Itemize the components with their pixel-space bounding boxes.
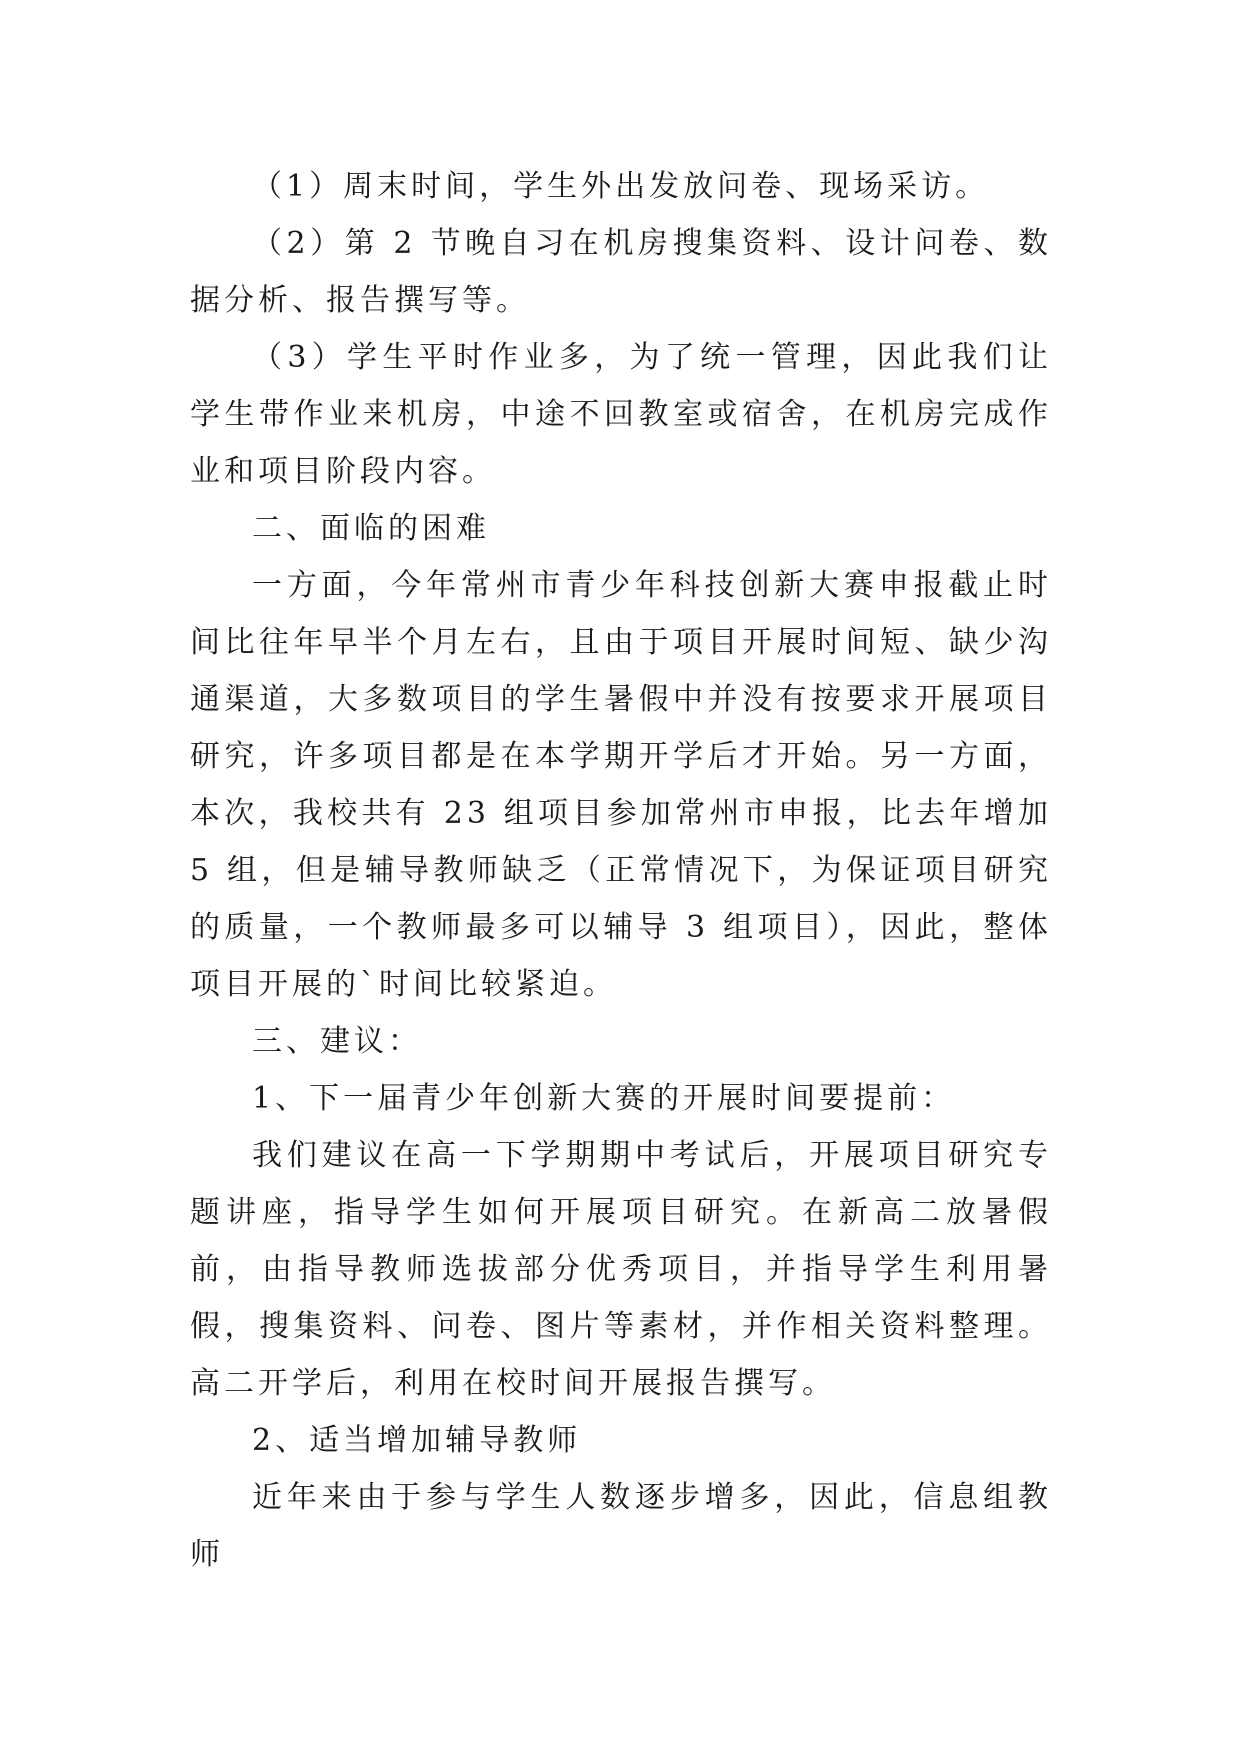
section-heading-suggestions: 三、建议： xyxy=(252,1024,422,1059)
document-body xyxy=(190,158,1052,1583)
paragraph-homework-management: （3）学生平时作业多，为了统一管理，因此我们让学生带作业来机房，中途不回教室或宿舍，在机房完成作业和项目阶段内容。 xyxy=(190,340,1052,489)
paragraph-advance-schedule: 我们建议在高一下学期期中考试后，开展项目研究专题讲座，指导学生如何开展项目研究。在新高二放暑假前，由指导教师选拔部分优秀项目，并指导学生利用暑假，搜集资料、问卷、图片等素材，并作相关资料整理。高二开学后，利用在校时间开展报告撰写。 xyxy=(190,1138,1052,1401)
subheading-advance-schedule: 1、下一届青少年创新大赛的开展时间要提前： xyxy=(252,1081,956,1116)
paragraph-difficulties: 一方面，今年常州市青少年科技创新大赛申报截止时间比往年早半个月左右，且由于项目开展时间短、缺少沟通渠道，大多数项目的学生暑假中并没有按要求开展项目研究，许多项目都是在本学期开学后才开始。另一方面，本次，我校共有 23 组项目参加常州市申报，比去年增加 5 组，但是辅导教师缺乏（正常情况下，为保证项目研究的质量，一个教师最多可以辅导 3 组项目），因此，整体项目开展的`时间比较紧迫。 xyxy=(190,568,1052,1002)
paragraph-more-teachers: 近年来由于参与学生人数逐步增多，因此，信息组教师 xyxy=(190,1480,1052,1572)
section-heading-difficulties: 二、面临的困难 xyxy=(252,511,490,546)
paragraph-weekend-activity: （1）周末时间，学生外出发放问卷、现场采访。 xyxy=(252,169,990,204)
subheading-more-teachers: 2、适当增加辅导教师 xyxy=(252,1423,582,1458)
paragraph-evening-study: （2）第 2 节晚自习在机房搜集资料、设计问卷、数据分析、报告撰写等。 xyxy=(190,226,1052,318)
